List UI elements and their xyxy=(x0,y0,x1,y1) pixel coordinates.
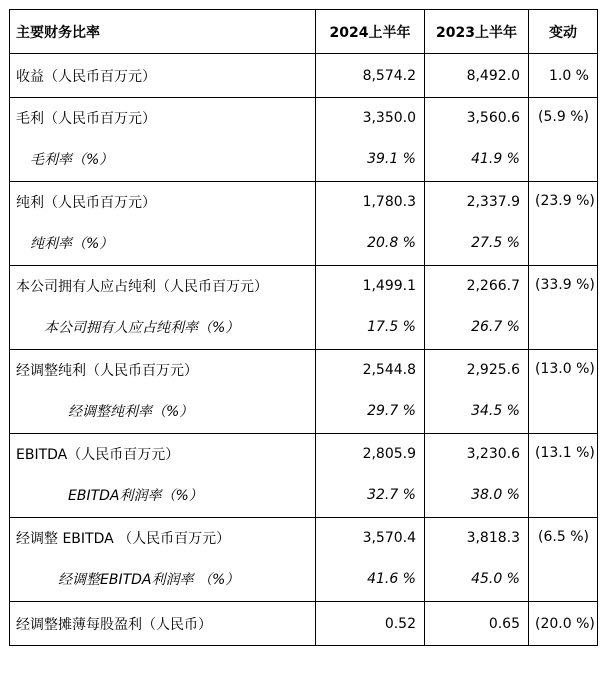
table-row xyxy=(10,98,598,138)
value-change: (13.1 %) xyxy=(529,434,598,518)
subvalue-2024: 41.6 % xyxy=(316,557,425,602)
value-2024: 3,350.0 xyxy=(316,98,425,138)
value-change: (23.9 %) xyxy=(529,182,598,266)
value-2023: 2,266.7 xyxy=(425,266,529,306)
table-row xyxy=(10,54,598,98)
value-2024: 2,805.9 xyxy=(316,434,425,474)
value-2024: 1,780.3 xyxy=(316,182,425,222)
subrow-label: 纯利率（%） xyxy=(10,221,316,266)
value-2023: 3,560.6 xyxy=(425,98,529,138)
subvalue-2024: 39.1 % xyxy=(316,137,425,182)
table-row xyxy=(10,350,598,390)
table-subrow xyxy=(10,473,598,518)
value-2023: 2,925.6 xyxy=(425,350,529,390)
table-subrow xyxy=(10,221,598,266)
row-label: 收益（人民币百万元） xyxy=(10,54,316,98)
row-label: 纯利（人民币百万元） xyxy=(10,182,316,222)
value-2023: 3,230.6 xyxy=(425,434,529,474)
table-subrow xyxy=(10,389,598,434)
financial-ratios-table xyxy=(9,9,598,646)
value-change: 1.0 % xyxy=(529,54,598,98)
header-change: 变动 xyxy=(529,10,598,54)
value-2024: 2,544.8 xyxy=(316,350,425,390)
subrow-label: 本公司拥有人应占纯利率（%） xyxy=(10,305,316,350)
row-label: 本公司拥有人应占纯利（人民币百万元） xyxy=(10,266,316,306)
value-2024: 3,570.4 xyxy=(316,518,425,558)
row-label: 经调整摊薄每股盈利（人民币） xyxy=(10,602,316,646)
subvalue-2023: 45.0 % xyxy=(425,557,529,602)
subvalue-2023: 34.5 % xyxy=(425,389,529,434)
subvalue-2023: 27.5 % xyxy=(425,221,529,266)
value-change: (13.0 %) xyxy=(529,350,598,434)
row-label: 经调整纯利（人民币百万元） xyxy=(10,350,316,390)
table-row xyxy=(10,602,598,646)
row-label: 毛利（人民币百万元） xyxy=(10,98,316,138)
table-row xyxy=(10,518,598,558)
subvalue-2024: 32.7 % xyxy=(316,473,425,518)
value-2024: 8,574.2 xyxy=(316,54,425,98)
subrow-label: 毛利率（%） xyxy=(10,137,316,182)
subvalue-2023: 26.7 % xyxy=(425,305,529,350)
row-label: 经调整 EBITDA （人民币百万元） xyxy=(10,518,316,558)
value-2023: 3,818.3 xyxy=(425,518,529,558)
table-subrow xyxy=(10,557,598,602)
row-label: EBITDA（人民币百万元） xyxy=(10,434,316,474)
value-change: (20.0 %) xyxy=(529,602,598,646)
value-2024: 1,499.1 xyxy=(316,266,425,306)
table-subrow xyxy=(10,137,598,182)
subrow-label: 经调整纯利率（%） xyxy=(10,389,316,434)
header-2024: 2024上半年 xyxy=(316,10,425,54)
subvalue-2024: 29.7 % xyxy=(316,389,425,434)
subvalue-2024: 17.5 % xyxy=(316,305,425,350)
value-2023: 2,337.9 xyxy=(425,182,529,222)
table-row xyxy=(10,434,598,474)
value-change: (6.5 %) xyxy=(529,518,598,602)
value-change: (33.9 %) xyxy=(529,266,598,350)
table-row xyxy=(10,182,598,222)
subrow-label: EBITDA利润率（%） xyxy=(10,473,316,518)
table-subrow xyxy=(10,305,598,350)
subvalue-2023: 38.0 % xyxy=(425,473,529,518)
table-row xyxy=(10,266,598,306)
subvalue-2024: 20.8 % xyxy=(316,221,425,266)
header-label: 主要财务比率 xyxy=(10,10,316,54)
value-2023: 0.65 xyxy=(425,602,529,646)
subvalue-2023: 41.9 % xyxy=(425,137,529,182)
subrow-label: 经调整EBITDA利润率 （%） xyxy=(10,557,316,602)
header-2023: 2023上半年 xyxy=(425,10,529,54)
value-2023: 8,492.0 xyxy=(425,54,529,98)
table-header-row xyxy=(10,10,598,54)
value-change: (5.9 %) xyxy=(529,98,598,182)
value-2024: 0.52 xyxy=(316,602,425,646)
